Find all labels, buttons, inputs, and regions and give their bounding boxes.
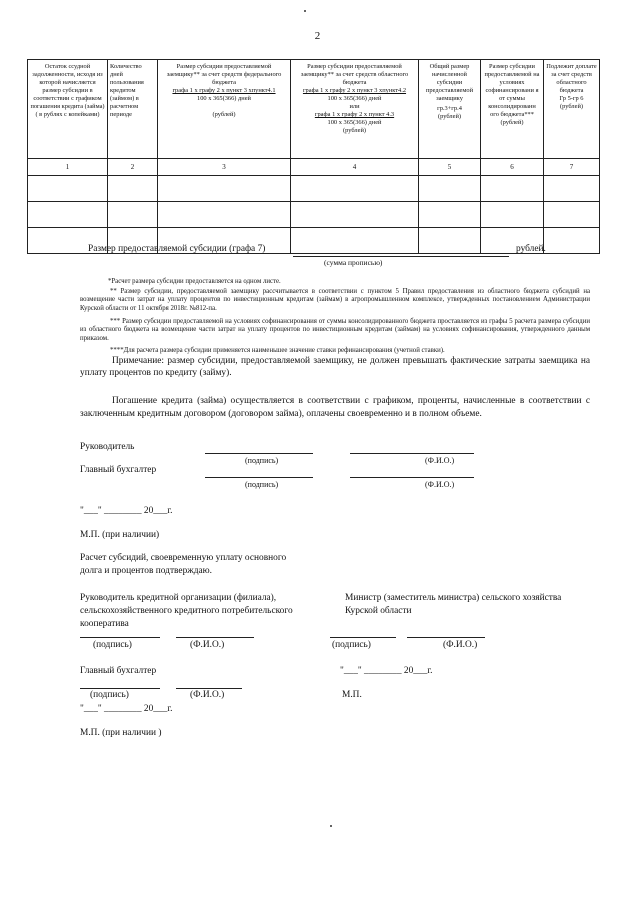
column-number: 5 xyxy=(419,159,481,176)
head-signature-line xyxy=(205,453,313,454)
header-col-3: Размер субсидии предоставляемой заемщику** за счет средств федерального бюджета графа 1 х графу 2 х пункт 3 хпункт4.1 100 х 365(366) дней (рублей) xyxy=(158,60,291,159)
amount-in-words-caption: (сумма прописью) xyxy=(324,258,383,267)
bank-accountant-signature-caption: (подпись) xyxy=(90,690,129,700)
header-col-6: Размер субсидии предоставляемой на условиях софинансировани я от суммы консолидированн ого бюджета*** (рублей) xyxy=(481,60,544,159)
accountant-signature-caption: (подпись) xyxy=(245,480,279,489)
table-empty-row xyxy=(28,176,600,202)
header-col-4: Размер субсидии предоставляемой заемщику** за счет средств областного бюджета графа 1 х графу 2 х пункт 3 хпункт4.2 100 х 365(366) дней или графа 1 х графу 2 х пункт 4.3 100 х 365(366) дней (рублей) xyxy=(291,60,419,159)
minister-date-line: "___" ________ 20___г. xyxy=(340,666,433,676)
bank-accountant-fio-line xyxy=(176,688,242,689)
accountant-fio-line xyxy=(350,477,474,478)
column-number: 1 xyxy=(28,159,108,176)
head-signature-caption: (подпись) xyxy=(245,456,279,465)
column-number: 2 xyxy=(108,159,158,176)
column-number: 4 xyxy=(291,159,419,176)
header-col-5: Общий размер начисленной субсидии предоставляемой заемщику гр.3+гр.4 (рублей) xyxy=(419,60,481,159)
head-label: Руководитель xyxy=(80,442,135,452)
minister-signature-caption: (подпись) xyxy=(332,640,371,650)
subsidy-amount-line xyxy=(293,256,509,257)
bank-accountant-fio-caption: (Ф.И.О.) xyxy=(190,690,225,700)
bank-fio-caption: (Ф.И.О.) xyxy=(190,640,225,650)
column-number: 6 xyxy=(481,159,544,176)
accountant-fio-caption: (Ф.И.О.) xyxy=(425,480,455,489)
footnote-2: ** Размер субсидии, предоставляемой заемщику рассчитывается в соответствии с пунктом 5 Правил предоставления из областного бюджета субсидий на возмещение части затрат на уплату процентов по инвестиционным кредитам (займам) в агропромышленном комплексе, утвержденных постановлением Администрации Курской области от 11 октября 2018г. №812-па. xyxy=(80,288,590,312)
minister-label: Министр (заместитель министра) сельского хозяйства Курской области xyxy=(345,593,562,617)
bank-date-line: "___" ________ 20___г. xyxy=(80,704,173,714)
bank-stamp-place: М.П. (при наличии ) xyxy=(80,728,162,738)
chief-accountant-label: Главный бухгалтер xyxy=(80,465,157,475)
minister-fio-line xyxy=(407,637,485,638)
accountant-signature-line xyxy=(205,477,313,478)
note-text: Примечание: размер субсидии, предоставляемой заемщику, не должен превышать фактические затраты заемщика на уплату процентов по кредиту (займу). xyxy=(80,356,590,378)
header-col-2: Количество дней пользования кредитом (займом) в расчетном периоде xyxy=(108,60,158,159)
table-column-numbers-row xyxy=(28,159,600,176)
header-col-7: Подлежит доплате за счет средств областного бюджета Гр 5-гр 6 (рублей) xyxy=(544,60,600,159)
bank-accountant-signature-line xyxy=(80,688,160,689)
column-number: 3 xyxy=(158,159,291,176)
table-empty-row xyxy=(28,202,600,228)
bank-accountant-label: Главный бухгалтер xyxy=(80,666,157,676)
subsidy-amount-label: Размер предоставляемой субсидии (графа 7) xyxy=(88,244,266,254)
footnote-1: *Расчет размера субсидии предоставляется на одном листе. xyxy=(108,278,281,285)
bank-head-label: Руководитель кредитной организации (филиала), сельскохозяйственного кредитного потребительского кооператива xyxy=(80,593,293,630)
bank-fio-line xyxy=(176,637,254,638)
scan-mark-top xyxy=(304,10,306,12)
column-number: 7 xyxy=(544,159,600,176)
subsidy-currency: рублей. xyxy=(516,244,546,254)
head-fio-caption: (Ф.И.О.) xyxy=(425,456,455,465)
subsidy-calculation-table xyxy=(27,59,600,254)
repayment-text: Погашение кредита (займа) осуществляется в соответствии с графиком, проценты, начисленные в соответствии с заключенным кредитным договором (договором займа), оплачены своевременно и в полном объеме. xyxy=(80,396,590,420)
minister-fio-caption: (Ф.И.О.) xyxy=(443,640,478,650)
minister-signature-line xyxy=(330,637,396,638)
stamp-place: М.П. (при наличии) xyxy=(80,530,160,540)
head-fio-line xyxy=(350,453,474,454)
page-number: 2 xyxy=(314,30,321,42)
minister-stamp-place: М.П. xyxy=(342,690,362,700)
footnote-4: ****Для расчета размера субсидии применяется наименьшее значение ставки рефинансирования (учетной ставки). xyxy=(110,347,445,354)
header-col-1: Остаток ссудной задолженности, исходя из которой начисляется размер субсидии в соответствии с графиком погашения кредита (займа) ( в рублях с копейками) xyxy=(28,60,108,159)
bank-signature-line xyxy=(80,637,160,638)
footnote-3: *** Размер субсидии предоставляемой на условиях софинансирования от суммы консолидированного бюджета проставляется из графы 5 расчета размера субсидии из областного бюджета на возмещение части затрат на уплату процентов по инвестиционным кредитам (займам) на условиях софинансирования, утвержденного данным приказом. xyxy=(80,318,590,342)
table-header-row xyxy=(28,60,600,159)
date-line: "___" ________ 20___г. xyxy=(80,506,173,516)
scan-mark-bottom xyxy=(330,825,332,827)
confirmation-text: Расчет субсидий, своевременную уплату основного долга и процентов подтверждаю. xyxy=(80,553,287,577)
bank-signature-caption: (подпись) xyxy=(93,640,132,650)
